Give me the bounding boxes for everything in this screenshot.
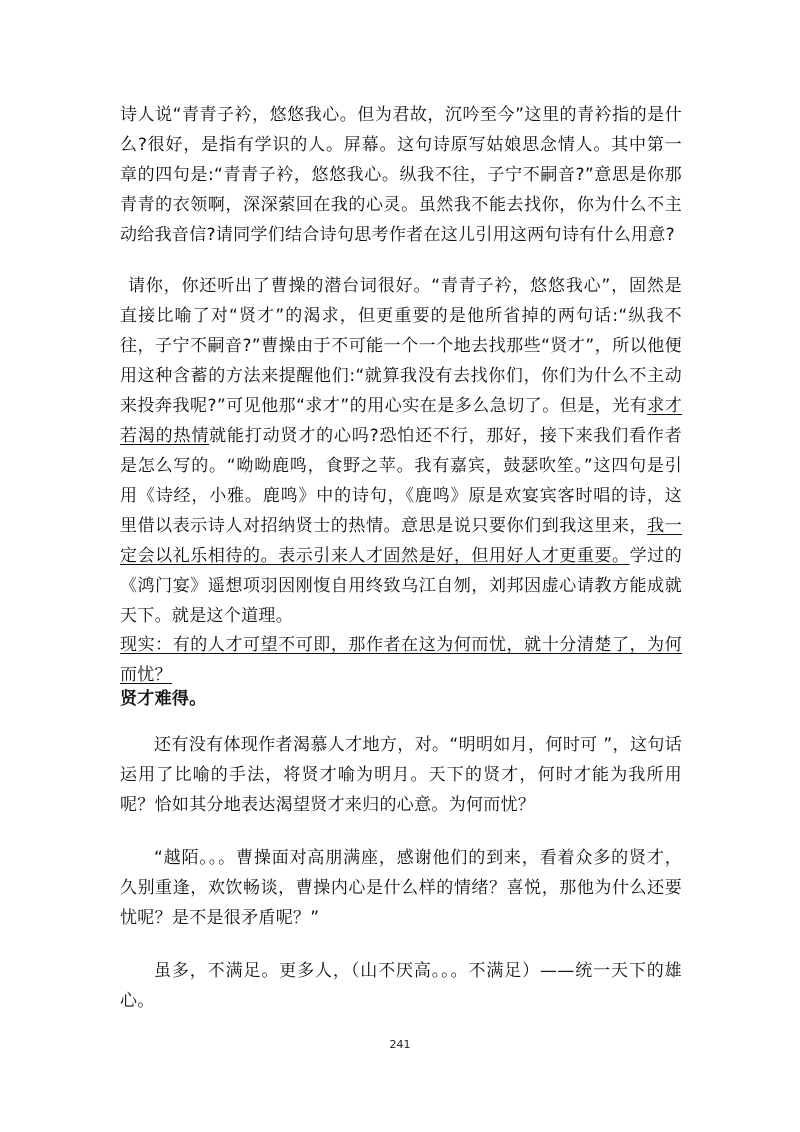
paragraph-qingjin-question: 诗人说“青青子衿，悠悠我心。但为君故，沉吟至今”这里的青衿指的是什么?很好，是指有学识的人。屏幕。这句诗原写姑娘思念情人。其中第一章的四句是:“青青子衿，悠悠我心。纵我不往，子宁不嗣音?”意思是你那青青的衣领啊，深深萦回在我的心灵。虽然我不能去找你，你为什么不主动给我音信?请同学们结合诗句思考作者在这儿引用这两句诗有什么用意?: [120, 105, 682, 245]
underlined-reality-sentence: 现实：有的人才可望不可即，那作者在这为何而忧，就十分清楚了，为何而忧？: [120, 635, 682, 685]
paragraph-talent-scarce: 贤才难得。: [120, 689, 207, 709]
paragraph-cao-cao-subtext: [120, 271, 682, 631]
paragraph-ambition: 虽多，不满足。更多人，（山不厌高。。。不满足）——统一天下的雄心。: [120, 961, 682, 1011]
paragraph-yue-mo: “越陌。。。曹操面对高朋满座，感谢他们的到来，看着众多的贤才，久别重逢，欢饮畅谈，曹操内心是什么样的情绪？喜悦，那他为什么还要忧呢？是不是很矛盾呢？”: [120, 848, 682, 928]
underlined-phrase-thirst-for-talent: 求才若渴的热情: [120, 396, 683, 446]
paragraph-text-segment: 学过的《鸿门宴》遥想项羽因刚愎自用终致乌江自刎，刘邦因虚心请教方能成就天下。就是这个道理。: [120, 546, 683, 626]
underlined-phrase-treat-with-rites: 我一定会以礼乐相待的。表示引来人才固然是好，但用好人才更重要。: [120, 516, 682, 566]
page-number: 241: [389, 1038, 411, 1051]
paragraph-text-segment: 请你，你还听出了曹操的潜台词很好。“青青子衿，悠悠我心”，固然是直接比喻了对“贤才”的渴求，但更重要的是他所省掉的两句话:“纵我不往，子宁不嗣音?”曹操由于不可能一个一个地去找那些“贤才”，所以他便用这种含蓄的方法来提醒他们:“就算我没有去找你们，你们为什么不主动来投奔我呢?”可见他那“求才”的用心实在是多么急切了。但是，光有: [120, 276, 682, 416]
paragraph-text-segment: 就能打动贤才的心吗?恐怕还不行，那好，接下来我们看作者是怎么写的。“呦呦鹿鸣，食野之苹。我有嘉宾，鼓瑟吹笙。”这四句是引用《诗经，小雅。鹿鸣》中的诗句，《鹿鸣》原是欢宴宾客时唱的诗，这里借以表示诗人对招纳贤士的热情。意思是说只要你们到我这里来，: [120, 426, 683, 536]
paragraph-reality-question: [120, 630, 682, 690]
paragraph-bright-moon: 还有没有体现作者渴慕人才地方，对。“明明如月，何时可 ”，这句话运用了比喻的手法，将贤才喻为明月。天下的贤才，何时才能为我所用呢？恰如其分地表达渴望贤才来归的心意。为何而忧？: [120, 735, 682, 815]
